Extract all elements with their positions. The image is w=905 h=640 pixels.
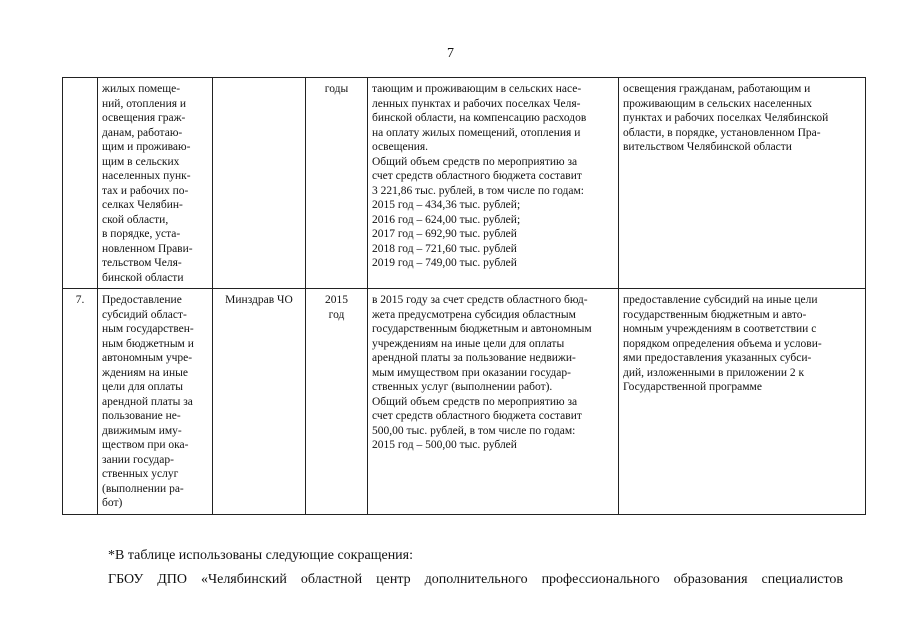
text-line: ным государствен- [102,323,194,335]
text-line: 2015 [325,294,348,306]
text-line: счет средств областного бюджета составит [372,410,582,422]
text-line: жета предусмотрена субсидия областным [372,308,576,321]
text-line: 3 221,86 тыс. рублей, в том числе по годам: [372,184,584,197]
text-line: зании государ- [102,453,174,466]
text-line: населенных пунк- [102,170,191,182]
text-line: годы [324,83,349,95]
text-line: тах и рабочих по- [102,184,189,197]
period-cell [306,78,368,289]
result-cell [619,289,866,515]
responsible-cell [213,78,306,289]
text-line: ственных услуг (выполнении работ). [372,381,553,393]
text-line: предоставление субсидий на иные цели [623,294,818,306]
text-line: Предоставление [102,294,182,306]
text-line: (выполнении ра- [102,482,184,495]
text-line: тающим и проживающим в сельских насе- [372,83,582,95]
text-line: учреждениям на иные цели для оплаты [372,337,565,350]
text-line: пунктах и рабочих поселках Челябинской [623,112,829,124]
text-line: дий, изложенными в приложении 2 к [623,366,805,379]
measure-name-cell [98,289,213,515]
text-line: освещения гражданам, работающим и [623,83,811,95]
description-cell [368,289,619,515]
text-line: 2015 год – 500,00 тыс. рублей [372,439,517,451]
measure-name-cell [98,78,213,289]
text-line: Общий объем средств по мероприятию за [372,155,578,168]
text-line: в порядке, уста- [102,228,181,240]
row-number-cell [63,78,98,289]
text-line: ственных услуг [102,468,179,480]
text-line: бот) [102,497,123,509]
text-line: данам, работаю- [102,126,183,139]
abbreviations-footnote: *В таблице использованы следующие сокращения: [108,548,414,563]
measures-table [62,77,866,515]
text-line: государственным бюджетным и автономным [372,323,592,335]
text-line: движимым иму- [102,424,182,437]
text-line: мым имуществом при оказании государ- [372,366,571,379]
text-line: ленных пунктах и рабочих поселках Челя- [372,97,581,110]
text-line: арендной платы за пользование недвижи- [372,352,576,364]
text-line: ществом при ока- [102,439,189,451]
abbreviation-entry: ГБОУ ДПО «Челябинский областной центр дополнительного профессионального образования специалистов [108,572,843,587]
text-line: селках Челябин- [102,199,183,211]
text-line: ным бюджетным и [102,337,194,350]
text-line: жилых помеще- [102,83,181,95]
row-number-cell: 7. [63,289,98,515]
table-row [63,78,866,289]
text-line: порядком определения объема и услови- [623,337,822,350]
result-cell [619,78,866,289]
page-number: 7 [447,46,454,61]
responsible-cell: Минздрав ЧО [213,289,306,515]
text-line: тельством Челя- [102,257,182,269]
text-line: в 2015 году за счет средств областного бюд- [372,294,588,306]
text-line: области, в порядке, установленном Пра- [623,126,821,139]
text-line: автономным учре- [102,352,193,364]
text-line: бинской области, на компенсацию расходов [372,112,587,124]
text-line: год [328,308,345,321]
text-line: ской области, [102,213,169,226]
text-line: арендной платы за [102,395,193,408]
text-line: Общий объем средств по мероприятию за [372,395,578,408]
text-line: 2017 год – 692,90 тыс. рублей [372,228,517,240]
text-line: номным учреждениям в соответствии с [623,323,817,335]
text-line: 2016 год – 624,00 тыс. рублей; [372,213,521,226]
text-line: субсидий област- [102,308,187,321]
text-line: государственным бюджетным и авто- [623,308,807,321]
text-line: проживающим в сельских населенных [623,97,812,110]
text-line: 2015 год – 434,36 тыс. рублей; [372,199,521,211]
table-row [63,289,866,515]
text-line: цели для оплаты [102,381,183,393]
description-cell [368,78,619,289]
text-line: ждениям на иные [102,366,188,379]
text-line: счет средств областного бюджета составит [372,170,582,182]
text-line: Государственной программе [623,381,762,393]
text-line: щим в сельских [102,155,180,168]
text-line: ний, отопления и [102,97,187,110]
text-line: пользование не- [102,410,181,422]
period-cell [306,289,368,515]
text-line: щим и проживаю- [102,141,191,153]
text-line: бинской области [102,271,184,284]
text-line: освещения граж- [102,112,186,124]
text-line: 2018 год – 721,60 тыс. рублей [372,242,517,255]
text-line: вительством Челябинской области [623,141,792,153]
text-line: ями предоставления указанных субси- [623,352,812,364]
text-line: новленном Прави- [102,242,193,255]
text-line: 2019 год – 749,00 тыс. рублей [372,257,517,269]
text-line: 500,00 тыс. рублей, в том числе по годам: [372,424,576,437]
text-line: освещения. [372,141,429,153]
text-line: на оплату жилых помещений, отопления и [372,126,581,139]
